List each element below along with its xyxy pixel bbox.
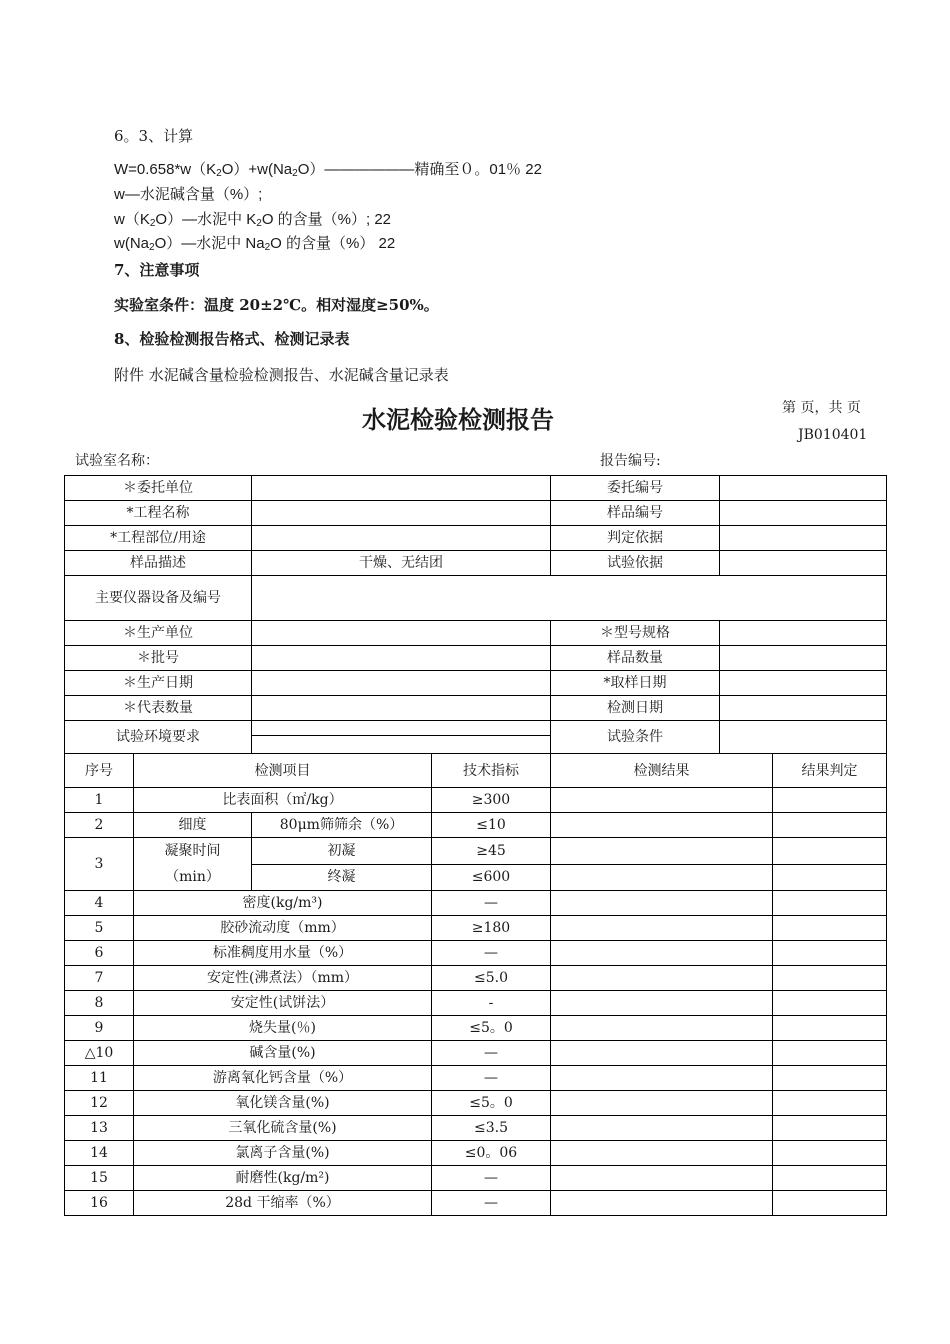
test-spec: - (432, 991, 551, 1016)
test-judge (773, 1041, 887, 1066)
info-row (65, 476, 887, 501)
test-item: 胶砂流动度（mm） (134, 916, 432, 941)
info-value (720, 501, 887, 526)
conditions-label: 试验条件 (551, 721, 720, 754)
test-row (65, 1041, 887, 1066)
test-spec: ≥180 (432, 916, 551, 941)
production-value (720, 621, 887, 646)
test-no: 13 (65, 1116, 134, 1141)
test-spec: — (432, 1191, 551, 1216)
environment-value (252, 721, 551, 754)
col-judge: 结果判定 (773, 754, 887, 788)
environment-label: 试验环境要求 (65, 721, 252, 754)
test-judge (773, 1141, 887, 1166)
environment-row (65, 721, 887, 754)
test-subitem: 80μm筛筛余（%） (252, 813, 432, 838)
production-value (720, 696, 887, 721)
test-spec: ≤5.0 (432, 966, 551, 991)
def-part: O 的含量（%）; 22 (261, 211, 392, 228)
test-spec: ≥300 (432, 788, 551, 813)
test-result (551, 1041, 773, 1066)
test-no: 11 (65, 1066, 134, 1091)
test-item: 28d 干缩率（%） (134, 1191, 432, 1216)
test-no: 4 (65, 891, 134, 916)
test-item: 耐磨性(kg/m²) (134, 1166, 432, 1191)
test-no: △10 (65, 1041, 134, 1066)
test-judge (773, 1191, 887, 1216)
test-row (65, 1191, 887, 1216)
test-result (551, 1091, 773, 1116)
production-label: ＊批号 (65, 646, 252, 671)
info-value (720, 551, 887, 576)
production-value (252, 696, 551, 721)
test-row (65, 788, 887, 813)
test-spec: — (432, 941, 551, 966)
info-value (252, 476, 551, 501)
section-7-heading: 7、注意事项 (114, 261, 200, 279)
production-label: ＊生产单位 (65, 621, 252, 646)
production-label: ＊代表数量 (65, 696, 252, 721)
def-part: O）—水泥中 K (155, 211, 257, 228)
test-spec: — (432, 1041, 551, 1066)
def-part: O）—水泥中 Na (154, 235, 265, 252)
test-no: 14 (65, 1141, 134, 1166)
info-value (720, 476, 887, 501)
test-judge (773, 1166, 887, 1191)
test-no: 6 (65, 941, 134, 966)
test-item: 游离氧化钙含量（%） (134, 1066, 432, 1091)
test-spec: — (432, 891, 551, 916)
test-item: 氧化镁含量(%) (134, 1091, 432, 1116)
test-judge (773, 788, 887, 813)
info-value (720, 526, 887, 551)
test-judge (773, 1016, 887, 1041)
test-result (551, 1116, 773, 1141)
test-no: 9 (65, 1016, 134, 1041)
test-no: 8 (65, 991, 134, 1016)
formula-sub: 2 (216, 168, 222, 179)
info-label: ＊委托单位 (65, 476, 252, 501)
test-no: 2 (65, 813, 134, 838)
test-row (65, 1141, 887, 1166)
test-row (65, 1066, 887, 1091)
test-judge (773, 941, 887, 966)
definition-na2o (114, 235, 395, 253)
production-label: ＊型号规格 (551, 621, 720, 646)
formula-part: O）+w(Na (221, 161, 293, 178)
col-item: 检测项目 (134, 754, 432, 788)
test-result (551, 1191, 773, 1216)
info-row (65, 501, 887, 526)
production-row (65, 696, 887, 721)
section-6-3-heading: 6。3、计算 (114, 127, 194, 145)
production-row (65, 646, 887, 671)
definition-k2o (114, 211, 391, 229)
test-result (551, 864, 773, 891)
production-label: 样品数量 (551, 646, 720, 671)
test-row (65, 1166, 887, 1191)
production-label: 检测日期 (551, 696, 720, 721)
info-label: 判定依据 (551, 526, 720, 551)
test-no: 3 (65, 838, 134, 891)
test-result (551, 991, 773, 1016)
def-part: w（K (114, 211, 150, 228)
info-value (252, 501, 551, 526)
production-value (252, 671, 551, 696)
production-value (252, 621, 551, 646)
equipment-row (65, 576, 887, 621)
test-row (65, 916, 887, 941)
def-sub: 2 (149, 242, 155, 253)
test-judge (773, 916, 887, 941)
test-item: 比表面积（㎡/kg） (134, 788, 432, 813)
test-item: 烧失量(％) (134, 1016, 432, 1041)
info-row (65, 551, 887, 576)
equipment-value (252, 576, 887, 621)
formula-part: O）——————精确至０。01％ 22 (297, 161, 542, 178)
test-result (551, 966, 773, 991)
formula-sub: 2 (292, 168, 298, 179)
info-label: *工程部位/用途 (65, 526, 252, 551)
info-label: *工程名称 (65, 501, 252, 526)
test-item: 安定性(沸煮法）（mm） (134, 966, 432, 991)
test-spec: ≤0。06 (432, 1141, 551, 1166)
test-row (65, 813, 887, 838)
test-row (65, 1116, 887, 1141)
test-item: 安定性(试饼法） (134, 991, 432, 1016)
section-8-heading: 8、检验检测报告格式、检测记录表 (114, 330, 350, 348)
info-value (252, 526, 551, 551)
test-spec: ≤3.5 (432, 1116, 551, 1141)
test-item: 三氧化硫含量(%) (134, 1116, 432, 1141)
test-judge (773, 1091, 887, 1116)
test-result (551, 1066, 773, 1091)
def-sub: 2 (149, 218, 156, 229)
col-spec: 技术指标 (432, 754, 551, 788)
test-item (134, 838, 252, 891)
test-result (551, 838, 773, 865)
info-row (65, 526, 887, 551)
test-result (551, 1166, 773, 1191)
test-judge (773, 966, 887, 991)
def-part: w(Na (114, 235, 150, 252)
setting-unit: （min） (165, 869, 220, 885)
setting-label: 凝聚时间 (164, 843, 221, 859)
production-row (65, 671, 887, 696)
test-result (551, 1141, 773, 1166)
production-row (65, 621, 887, 646)
production-value (252, 646, 551, 671)
alkali-formula (114, 161, 542, 179)
test-result (551, 1016, 773, 1041)
info-label: 试验依据 (551, 551, 720, 576)
production-value (720, 671, 887, 696)
page-info: 第 页，共 页 (782, 400, 861, 416)
test-subitem: 初凝 (252, 838, 432, 865)
test-spec: ≤5。0 (432, 1091, 551, 1116)
test-no: 7 (65, 966, 134, 991)
def-sub: 2 (264, 242, 271, 253)
definition-w: w—水泥碱含量（%）; (114, 186, 263, 203)
test-header-row (65, 754, 887, 788)
test-spec: — (432, 1166, 551, 1191)
test-result (551, 916, 773, 941)
test-spec: ≤5。0 (432, 1016, 551, 1041)
test-row (65, 838, 887, 865)
test-subitem: 终凝 (252, 864, 432, 891)
test-judge (773, 864, 887, 891)
test-row (65, 966, 887, 991)
test-row (65, 1016, 887, 1041)
equipment-label: 主要仪器设备及编号 (65, 576, 252, 621)
production-value (720, 646, 887, 671)
test-result (551, 891, 773, 916)
lab-condition: 实验室条件：温度 20±2℃。相对湿度≥50%。 (114, 296, 439, 314)
test-row (65, 1091, 887, 1116)
col-no: 序号 (65, 754, 134, 788)
conditions-value (720, 721, 887, 754)
test-judge (773, 1066, 887, 1091)
info-label: 样品编号 (551, 501, 720, 526)
test-judge (773, 891, 887, 916)
info-value: 干燥、无结团 (252, 551, 551, 576)
test-judge (773, 991, 887, 1016)
test-item: 细度 (134, 813, 252, 838)
test-judge (773, 838, 887, 865)
test-item: 密度(kg/m³) (134, 891, 432, 916)
test-spec: ≥45 (432, 838, 551, 865)
test-item: 氯离子含量(%) (134, 1141, 432, 1166)
test-result (551, 813, 773, 838)
test-row (65, 891, 887, 916)
test-row (65, 991, 887, 1016)
formula-part: W=0.658*w（K (114, 161, 217, 178)
test-no: 16 (65, 1191, 134, 1216)
test-judge (773, 1116, 887, 1141)
test-no: 5 (65, 916, 134, 941)
def-sub: 2 (256, 218, 262, 229)
col-result: 检测结果 (551, 754, 773, 788)
test-item: 碱含量(%) (134, 1041, 432, 1066)
def-part: O 的含量（%） 22 (270, 235, 396, 252)
report-no-label: 报告编号: (600, 453, 661, 469)
lab-name-label: 试验室名称： (75, 453, 159, 469)
production-label: ＊生产日期 (65, 671, 252, 696)
report-title: 水泥检验检测报告 (362, 406, 554, 434)
info-label: 委托编号 (551, 476, 720, 501)
test-judge (773, 813, 887, 838)
attachment-note: 附件 水泥碱含量检验检测报告、水泥碱含量记录表 (114, 366, 449, 384)
test-no: 15 (65, 1166, 134, 1191)
test-item: 标准稠度用水量（%） (134, 941, 432, 966)
test-result (551, 788, 773, 813)
test-result (551, 941, 773, 966)
info-label: 样品描述 (65, 551, 252, 576)
report-code: JB010401 (798, 427, 868, 443)
test-spec: — (432, 1066, 551, 1091)
test-no: 12 (65, 1091, 134, 1116)
report-table (64, 475, 887, 1216)
test-spec: ≤10 (432, 813, 551, 838)
production-label: *取样日期 (551, 671, 720, 696)
test-spec: ≤600 (432, 864, 551, 891)
test-no: 1 (65, 788, 134, 813)
test-row (65, 941, 887, 966)
